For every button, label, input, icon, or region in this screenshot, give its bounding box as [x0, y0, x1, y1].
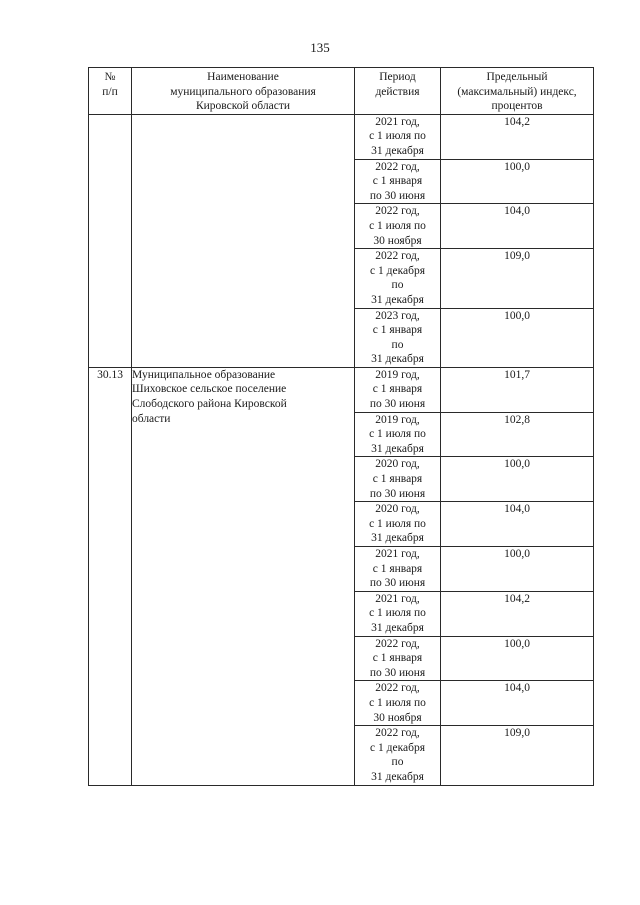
period-line: 30 ноября: [373, 711, 422, 724]
period-cell: [355, 308, 441, 367]
index-value: 104,0: [441, 681, 594, 726]
period-line: с 1 декабря: [370, 741, 425, 754]
period-line: по 30 июня: [369, 666, 426, 679]
tariff-index-table: [88, 67, 594, 786]
municipality-name-line: Слободского района Кировской: [132, 398, 287, 411]
period-cell: [355, 681, 441, 726]
row-number: [89, 114, 132, 367]
period-line: с 1 января: [372, 652, 423, 665]
municipality-name: [132, 367, 355, 785]
header-period: Период действия: [355, 68, 441, 115]
period-line: 2021 год,: [375, 592, 420, 605]
municipality-name-line: Муниципальное образование: [132, 368, 276, 381]
header-index: Предельный (максимальный) индекс, процентов: [441, 68, 594, 115]
period-line: с 1 декабря: [370, 264, 425, 277]
period-line: 2022 год,: [375, 637, 420, 650]
period-cell: [355, 457, 441, 502]
period-line: 2021 год,: [375, 548, 420, 560]
municipality-name: [132, 114, 355, 367]
index-value: 100,0: [441, 159, 594, 204]
index-value: 109,0: [441, 249, 594, 308]
period-line: с 1 июля по: [369, 517, 426, 530]
period-line: 2020 год,: [375, 503, 420, 516]
period-line: 2022 год,: [375, 160, 420, 173]
period-line: 2022 год,: [375, 727, 420, 740]
period-cell: [355, 502, 441, 547]
period-line: 2019 год,: [375, 413, 420, 426]
table-body: [89, 114, 594, 785]
period-line: 30 ноября: [373, 234, 422, 247]
period-line: 2020 год,: [375, 458, 420, 471]
period-cell: [355, 204, 441, 249]
period-line: по 30 июня: [369, 398, 426, 411]
row-number: 30.13: [89, 367, 132, 785]
period-line: по: [391, 279, 404, 292]
period-cell: [355, 547, 441, 592]
period-line: 31 декабря: [371, 144, 424, 157]
period-line: 31 декабря: [371, 293, 424, 306]
period-line: с 1 января: [372, 175, 423, 188]
period-line: с 1 января: [372, 562, 423, 575]
period-cell: [355, 114, 441, 159]
index-value: 109,0: [441, 726, 594, 785]
page-number: 135: [310, 40, 330, 55]
index-value: 104,0: [441, 502, 594, 547]
period-line: с 1 января: [372, 324, 423, 337]
period-line: по 30 июня: [369, 577, 426, 590]
period-line: 31 декабря: [371, 442, 424, 455]
period-cell: [355, 726, 441, 785]
index-value: 104,2: [441, 114, 594, 159]
index-value: 100,0: [441, 308, 594, 367]
index-value: 101,7: [441, 367, 594, 412]
period-line: 31 декабря: [371, 353, 424, 366]
period-line: 2019 год,: [375, 368, 420, 381]
period-line: с 1 июля по: [369, 428, 426, 441]
period-line: 2021 год,: [375, 115, 420, 128]
period-line: 31 декабря: [371, 621, 424, 634]
period-line: 2023 год,: [375, 309, 420, 322]
table-header: [89, 68, 594, 115]
municipality-name-line: Шиховское сельское поселение: [132, 383, 287, 396]
period-line: с 1 июля по: [369, 130, 426, 143]
period-line: 31 декабря: [371, 532, 424, 545]
header-num: № п/п: [89, 68, 132, 115]
period-line: 2022 год,: [375, 682, 420, 695]
period-line: 31 декабря: [371, 770, 424, 783]
period-line: по: [391, 338, 404, 351]
index-value: 100,0: [441, 636, 594, 681]
table-row: [89, 367, 594, 412]
period-cell: [355, 367, 441, 412]
index-value: 100,0: [441, 457, 594, 502]
period-cell: [355, 412, 441, 457]
period-line: по 30 июня: [369, 487, 426, 500]
period-line: по 30 июня: [369, 189, 426, 202]
index-value: 102,8: [441, 412, 594, 457]
period-cell: [355, 249, 441, 308]
period-cell: [355, 591, 441, 636]
period-line: с 1 июля по: [369, 219, 426, 232]
period-line: с 1 июля по: [369, 696, 426, 709]
period-cell: [355, 636, 441, 681]
period-line: 2022 год,: [375, 205, 420, 218]
period-line: по: [391, 756, 404, 769]
municipality-name-line: области: [132, 412, 171, 425]
header-municipality: Наименование муниципального образования Кировской области: [132, 68, 355, 115]
period-line: с 1 июля по: [369, 607, 426, 620]
table-row: [89, 114, 594, 159]
period-cell: [355, 159, 441, 204]
period-line: с 1 января: [372, 473, 423, 486]
index-value: 100,0: [441, 547, 594, 592]
index-value: 104,0: [441, 204, 594, 249]
period-line: 2022 год,: [375, 250, 420, 263]
period-line: с 1 января: [372, 383, 423, 396]
index-value: 104,2: [441, 591, 594, 636]
